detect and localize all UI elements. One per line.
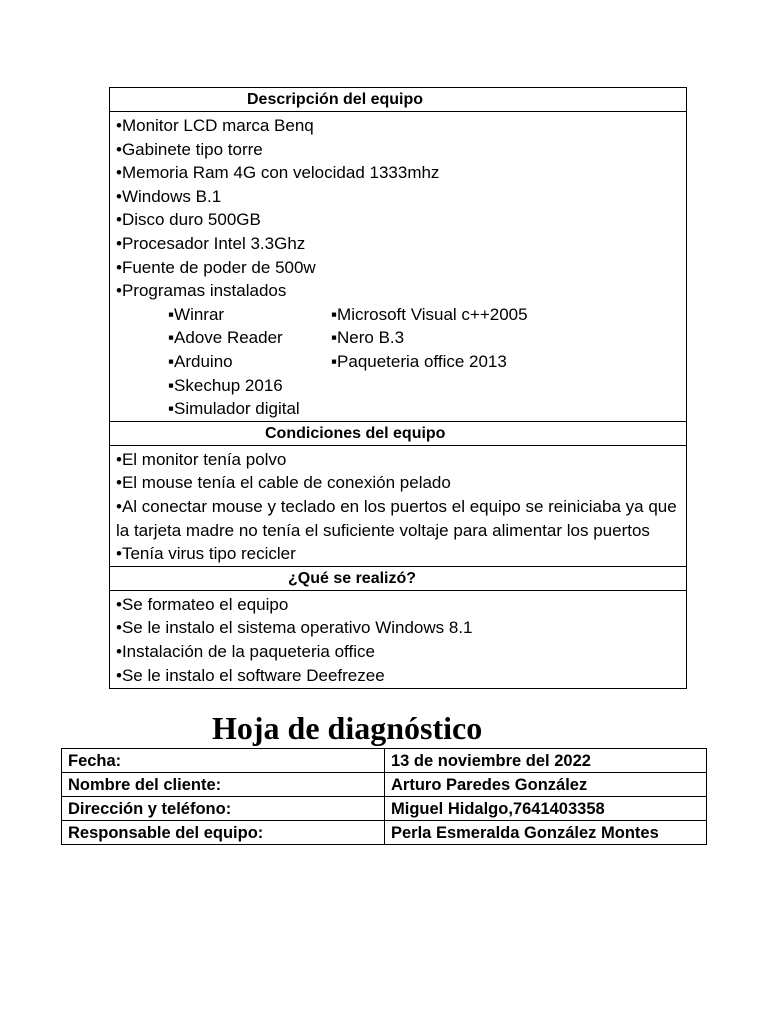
row-label: Fecha:	[62, 749, 385, 773]
table-row	[62, 749, 707, 773]
list-item: •Disco duro 500GB	[116, 210, 261, 230]
list-item: •Programas instalados	[116, 281, 287, 301]
row-value: Perla Esmeralda González Montes	[385, 821, 707, 845]
list-item: •El mouse tenía el cable de conexión pelado	[116, 473, 451, 493]
row-label: Dirección y teléfono:	[62, 797, 385, 821]
list-item: •Instalación de la paqueteria office	[116, 641, 375, 661]
program-item: ▪Nero B.3	[331, 328, 405, 348]
list-item: •Se le instalo el sistema operativo Windows 8.1	[116, 618, 473, 638]
list-item: •Windows B.1	[116, 186, 222, 206]
diagnostic-table	[61, 748, 707, 845]
descripcion-body	[110, 112, 686, 421]
row-value: 13 de noviembre del 2022	[385, 749, 707, 773]
installed-programs	[116, 303, 680, 421]
program-item: ▪Winrar	[168, 304, 225, 324]
section-heading-realizo	[110, 566, 686, 591]
list-item: •Monitor LCD marca Benq	[116, 116, 314, 135]
row-value: Miguel Hidalgo,7641403358	[385, 797, 707, 821]
table-row	[62, 773, 707, 797]
list-item: •El monitor tenía polvo	[116, 449, 287, 469]
page-title: Hoja de diagnóstico	[212, 710, 483, 746]
descripcion-title: Descripción del equipo	[247, 91, 424, 108]
row-value: Arturo Paredes González	[385, 773, 707, 797]
program-item: ▪Simulador digital	[168, 399, 300, 419]
realizo-title: ¿Qué se realizó?	[288, 569, 417, 587]
table-row	[62, 797, 707, 821]
section-heading-descripcion	[110, 88, 686, 112]
list-item: •Procesador Intel 3.3Ghz	[116, 233, 306, 253]
list-item: •Se formateo el equipo	[116, 594, 289, 614]
list-item: •Memoria Ram 4G con velocidad 1333mhz	[116, 163, 440, 183]
list-item: •Se le instalo el software Deefrezee	[116, 665, 385, 685]
list-item: •Gabinete tipo torre	[116, 139, 263, 159]
program-item: ▪Microsoft Visual c++2005	[331, 304, 528, 324]
list-item: •Al conectar mouse y teclado en los puertos el equipo se reiniciaba ya que la tarjeta madre no tenía el suficiente voltaje para alimentar los puertos	[116, 496, 677, 540]
program-item: ▪Paqueteria office 2013	[331, 351, 507, 371]
program-item: ▪Adove Reader	[168, 328, 283, 348]
program-item: ▪Skechup 2016	[168, 375, 283, 395]
row-label: Nombre del cliente:	[62, 773, 385, 797]
section-heading-condiciones	[110, 421, 686, 446]
condiciones-body	[110, 446, 686, 566]
condiciones-title: Condiciones del equipo	[265, 424, 446, 442]
program-item: ▪Arduino	[168, 351, 233, 371]
row-label: Responsable del equipo:	[62, 821, 385, 845]
list-item: •Fuente de poder de 500w	[116, 257, 316, 277]
equipment-sheet	[109, 87, 687, 689]
table-row	[62, 821, 707, 845]
list-item: •Tenía virus tipo recicler	[116, 544, 296, 564]
realizo-body	[110, 591, 686, 688]
